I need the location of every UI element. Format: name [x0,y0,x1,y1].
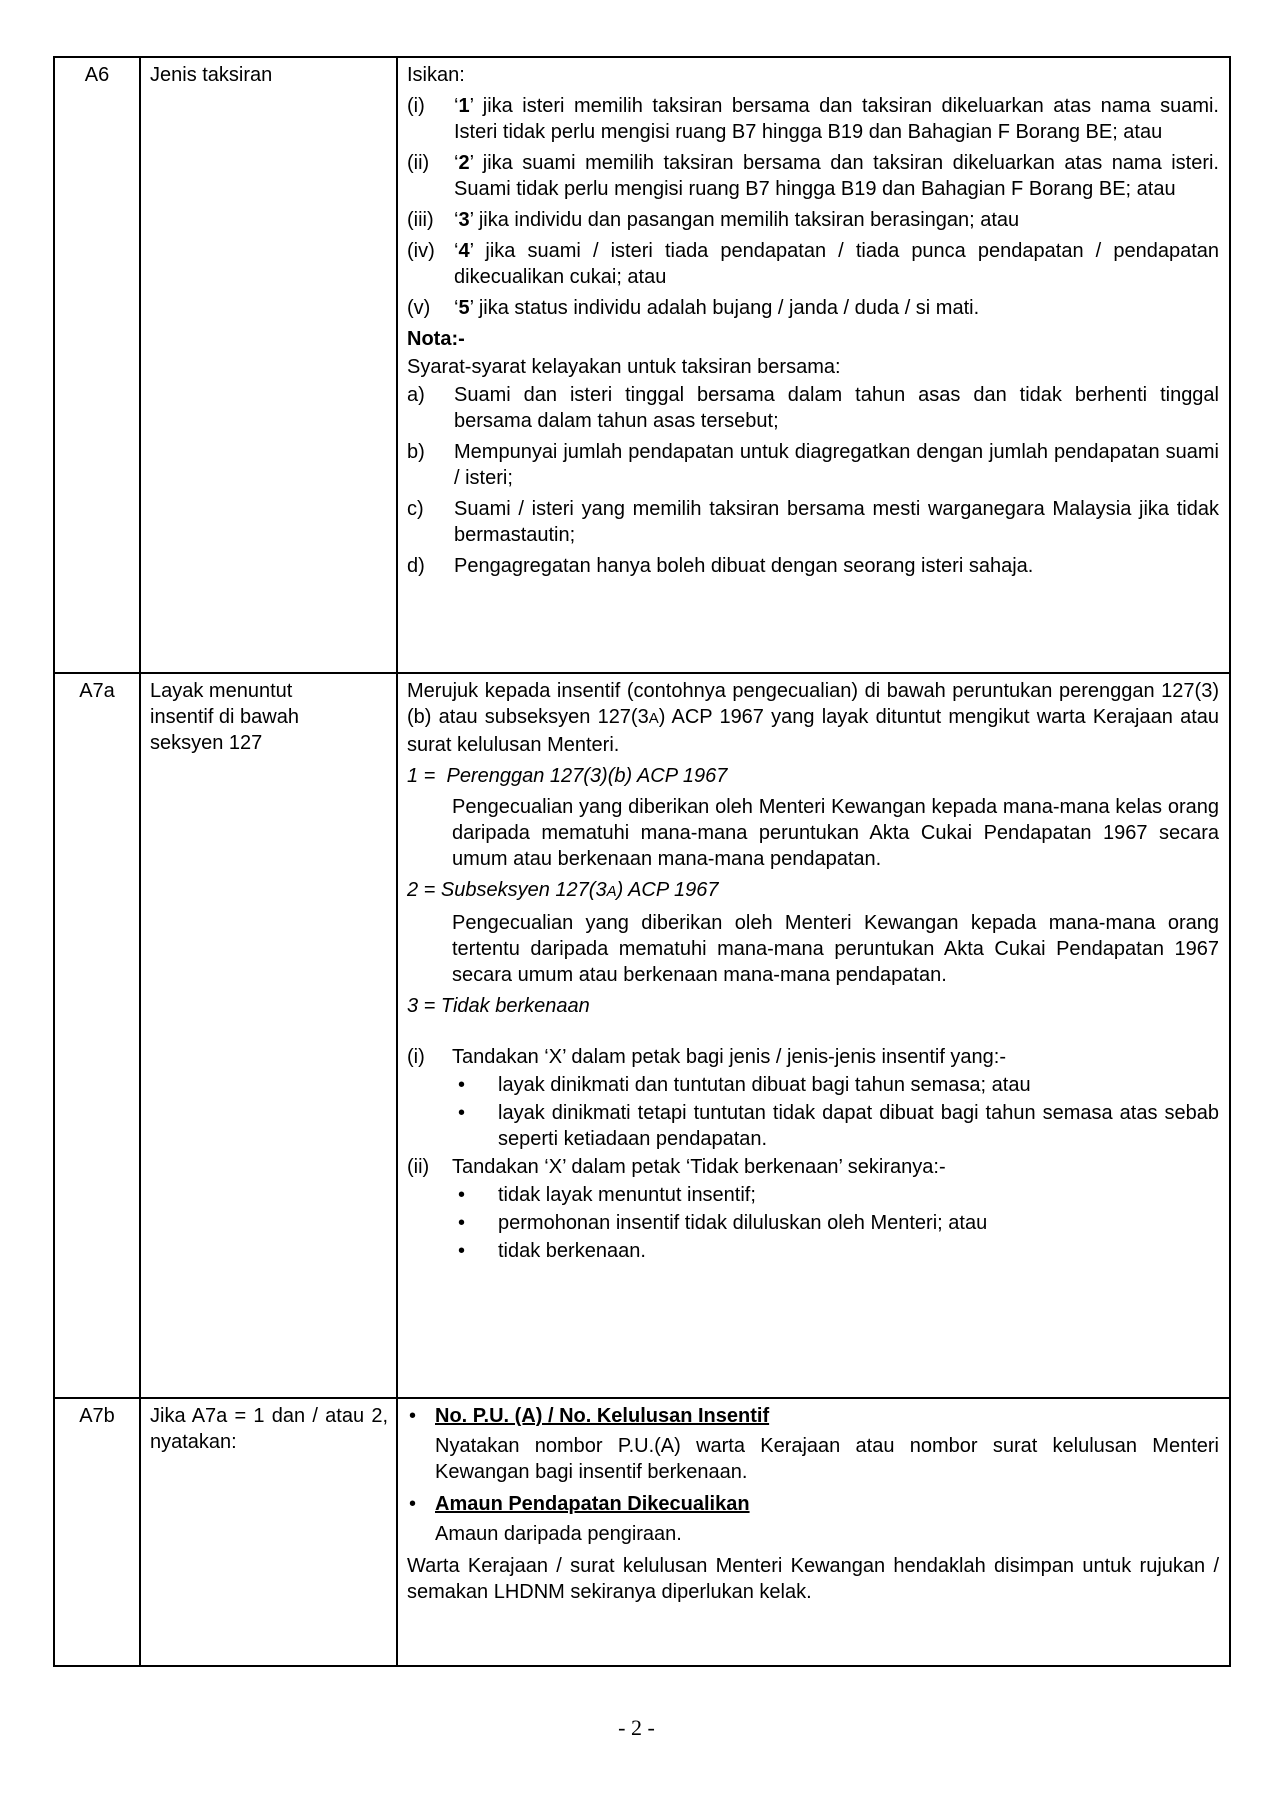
instruction-item [407,1044,1219,1070]
item-text: ‘3’ jika individu dan pasangan memilih taksiran berasingan; atau [454,209,1020,231]
option-3-heading: 3 = Tidak berkenaan [407,995,590,1017]
item-value: 4 [458,240,470,262]
condition-item [407,382,1219,434]
intro-text: Merujuk kepada insentif (contohnya pengecualian) di bawah peruntukan perenggan 127(3)(b) atau subseksyen 127(3A) ACP 1967 yang layak dituntut mengikut warta Kerajaan atau surat kelulusan Menteri. [407,680,1219,756]
footer-note: Warta Kerajaan / surat kelulusan Menteri Kewangan hendaklah disimpan untuk rujukan / semakan LHDNM sekiranya diperlukan kelak. [407,1555,1219,1603]
assessment-type-item [407,150,1219,202]
assessment-type-item [407,238,1219,290]
bullet-text: layak dinikmati dan tuntutan dibuat bagi tahun semasa; atau [498,1074,1031,1096]
row-description-cell [397,1398,1230,1666]
row-label-cell [140,57,397,673]
instruction-bullet [407,1072,1219,1098]
instructions-list [407,1044,1219,1264]
condition-text: Pengagregatan hanya boleh dibuat dengan seorang isteri sahaja. [454,555,1034,577]
row-label-cell [140,673,397,1398]
condition-marker: d) [407,555,425,577]
item-marker: (iii) [407,209,434,231]
bullet-icon: • [458,1240,466,1262]
row-code: A6 [84,64,110,86]
assessment-type-item [407,207,1219,233]
intro-text: Isikan: [407,64,465,86]
bullet-icon: • [458,1102,466,1124]
instruction-text: Tandakan ‘X’ dalam petak bagi jenis / jenis-jenis insentif yang:- [452,1046,1007,1068]
guide-table [53,56,1231,1667]
assessment-type-item [407,93,1219,145]
table-row-a6 [54,57,1230,673]
condition-item [407,496,1219,548]
row-code-cell [54,57,140,673]
row-code-cell [54,673,140,1398]
condition-marker: b) [407,441,425,463]
instruction-item [407,1154,1219,1180]
field-title: Amaun Pendapatan Dikecualikan [435,1493,750,1515]
condition-item [407,553,1219,579]
option-1-heading: 1 = Perenggan 127(3)(b) ACP 1967 [407,765,728,787]
bullet-icon: • [458,1074,466,1096]
instruction-text: Tandakan ‘X’ dalam petak ‘Tidak berkenaan’ sekiranya:- [452,1156,946,1178]
table-row-a7b [54,1398,1230,1666]
field-description: Nyatakan nombor P.U.(A) warta Kerajaan atau nombor surat kelulusan Menteri Kewangan bagi insentif berkenaan. [435,1435,1219,1483]
row-label: Jika A7a = 1 dan / atau 2, nyatakan: [150,1405,388,1453]
bullet-text: permohonan insentif tidak diluluskan oleh Menteri; atau [498,1212,988,1234]
field-description: Amaun daripada pengiraan. [435,1523,682,1545]
field-heading [407,1403,1219,1429]
instruction-bullet [407,1100,1219,1152]
row-description-cell [397,57,1230,673]
fields-list [407,1403,1219,1547]
instruction-bullet [407,1182,1219,1208]
row-code: A7b [79,1405,115,1427]
row-description-cell [397,673,1230,1398]
field-title: No. P.U. (A) / No. Kelulusan Insentif [435,1405,770,1427]
item-text: ‘2’ jika suami memilih taksiran bersama dan taksiran dikeluarkan atas nama isteri. Suami tidak perlu mengisi ruang B7 hingga B19 dan Bahagian F Borang BE; atau [454,152,1219,200]
bullet-icon: • [409,1493,417,1515]
item-value: 5 [458,297,470,319]
instruction-bullet [407,1210,1219,1236]
instruction-marker: (ii) [407,1156,430,1178]
bullet-icon: • [458,1212,466,1234]
condition-marker: a) [407,384,425,406]
item-value: 2 [458,152,470,174]
table-row-a7a [54,673,1230,1398]
bullet-icon: • [458,1184,466,1206]
row-code: A7a [79,680,115,702]
field-heading [407,1491,1219,1517]
item-value: 1 [458,95,470,117]
option-2-description: Pengecualian yang diberikan oleh Menteri Kewangan kepada mana-mana orang tertentu daripada mematuhi mana-mana peruntukan Akta Cukai Pendapatan 1967 secara umum atau berkenaan mana-mana pendapatan. [452,912,1219,986]
item-marker: (ii) [407,152,430,174]
item-text: ‘1’ jika isteri memilih taksiran bersama dan taksiran dikeluarkan atas nama suami. Isteri tidak perlu mengisi ruang B7 hingga B19 dan Bahagian F Borang BE; atau [454,95,1219,143]
condition-text: Suami dan isteri tinggal bersama dalam tahun asas dan tidak berhenti tinggal bersama dalam tahun asas tersebut; [454,384,1219,432]
assessment-type-item [407,295,1219,321]
note-intro: Syarat-syarat kelayakan untuk taksiran bersama: [407,356,841,378]
bullet-text: layak dinikmati tetapi tuntutan tidak dapat dibuat bagi tahun semasa atas sebab seperti ketiadaan pendapatan. [498,1102,1219,1150]
row-label-cell [140,1398,397,1666]
row-label: Jenis taksiran [150,64,273,86]
instruction-marker: (i) [407,1046,425,1068]
option-2-heading: 2 = Subseksyen 127(3A) ACP 1967 [407,879,719,901]
row-code-cell [54,1398,140,1666]
item-text: ‘5’ jika status individu adalah bujang / janda / duda / si mati. [454,297,980,319]
condition-text: Mempunyai jumlah pendapatan untuk diagregatkan dengan jumlah pendapatan suami / isteri; [454,441,1219,489]
item-marker: (i) [407,95,425,117]
bullet-text: tidak berkenaan. [498,1240,646,1262]
instruction-bullet [407,1238,1219,1264]
condition-marker: c) [407,498,424,520]
page-number: - 2 - [618,1715,655,1740]
condition-text: Suami / isteri yang memilih taksiran bersama mesti warganegara Malaysia jika tidak bermastautin; [454,498,1219,546]
bullet-icon: • [409,1405,417,1427]
item-value: 3 [458,209,470,231]
item-text: ‘4’ jika suami / isteri tiada pendapatan / tiada punca pendapatan / pendapatan dikecualikan cukai; atau [454,240,1219,288]
condition-item [407,439,1219,491]
assessment-type-list [407,93,1219,321]
row-label: Layak menuntut insentif di bawah seksyen 127 [150,680,299,754]
note-title: Nota:- [407,328,465,350]
item-marker: (iv) [407,240,435,262]
item-marker: (v) [407,297,431,319]
bullet-text: tidak layak menuntut insentif; [498,1184,756,1206]
conditions-list [407,382,1219,579]
option-1-description: Pengecualian yang diberikan oleh Menteri Kewangan kepada mana-mana kelas orang daripada mematuhi mana-mana peruntukan Akta Cukai Pendapatan 1967 secara umum atau berkenaan mana-mana pendapatan. [452,796,1219,870]
